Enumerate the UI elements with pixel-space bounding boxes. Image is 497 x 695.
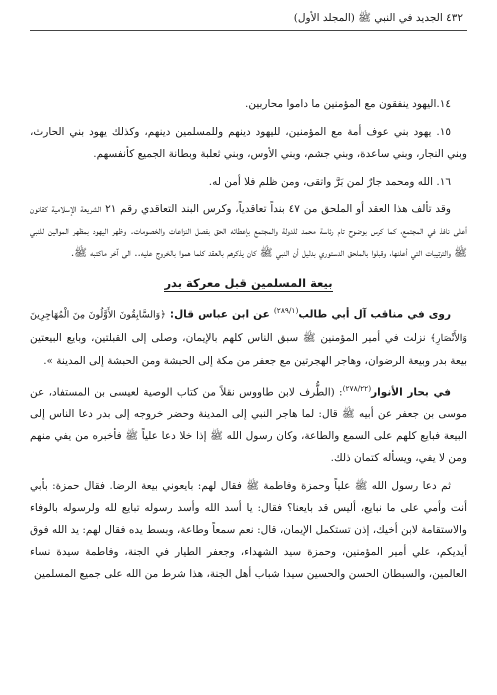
paragraph-narration-2 <box>30 378 467 470</box>
narration-2-ref: (٢٧٨/٢٢) <box>342 383 372 393</box>
narration-2-text: : (الطُّرف لابن طاووس نقلاً من كتاب الوصية لعيسى بن المستفاد، عن موسى بن جعفر عن أبيه ﷺ قال: لما هاجر النبي إلى المدينة وحضر خروجه إلى بدر دعا الناس إلى البيعة فبايع كلهم على السمع والطاعة، وكان رسول الله ﷺ إذا خلا دعا علياً ﷺ فأخبره من يفي منهم ومن لا يفي، ويسأله كتمان ذلك. <box>30 386 467 464</box>
narration-1-ref: (٢٨٩/١) <box>273 306 299 315</box>
paragraph-narration-3: ثم دعا رسول الله ﷺ علياً وحمزة وفاطمة ﷺ فقال لهم: بايعوني بيعة الرضا. فقال حمزة: بأبي أنت وأمي على ما نبايع، أليس قد بايعنا؟ فقال: يا أسد الله وأسد رسوله تبايع لله ولرسوله بالوفاء والاستقامة لابن أخيك، إذن تستكمل الإيمان، قال: نعم سمعاً وطاعة، وبسط يده فقال لهم: يد الله فوق أيديكم، علي أمير المؤمنين، وحمزة سيد الشهداء، وجعفر الطيار في الجنة، وفاطمة سيدة نساء العالمين، والسبطان الحسن والحسين سيدا شباب أهل الجنة، هذا شرط من الله على جميع المسلمين <box>30 480 467 580</box>
page-body <box>30 93 467 585</box>
narration-1-text: نزلت في أمير المؤمنين ﷺ سبق الناس كلهم بالإيمان، وصلى إلى القبلتين، وبايع البيعتين بيعة بدر وبيعة الرضوان، وهاجر الهجرتين مع جعفر من مكة إلى الحبشة ومن الحبشة إلى المدينة ». <box>30 331 467 367</box>
paragraph-narration-1 <box>30 300 467 372</box>
paragraph-item-16: ١٦. الله ومحمد جارٌ لمن بَرَّ واتقى، ومن ظلم فلا أمن له. <box>208 176 451 188</box>
section-heading <box>30 272 467 294</box>
narration-1-quran: ﴿وَالسَّابِقُونَ الأَوَّلُونَ مِنَ الْمُهَاجِرِينَ وَالأَنْصَارِ﴾ <box>30 309 467 344</box>
paragraph-summary: وقد تألف هذا العقد أو الملحق من ٤٧ بنداً تعاقدياً، وكرس البند التعاقدي رقم ٢١ الشريعة الإسلامية كقانون أعلى نافذ في المجتمع، كما كرس بوضوح تام رئاسة محمد للدولة والمجتمع بإعطائه الحق بفصل النزاعات والخصومات. وظهر اليهود بمظهر الموالين للنبي ﷺ والترتيبات التي أعلنها، وقبلوا بالملحق الدستوري بدليل أن النبي ﷺ كان يذكرهم بالعقد كلما هموا بالخروج عليه.. الى آخر ماكتبه ﷺ. <box>30 203 467 259</box>
paragraph-item-14: ١٤.اليهود ينفقون مع المؤمنين ما داموا محاربين. <box>245 98 451 110</box>
narration-1-lead: روى في مناقب آل أبي طالب <box>298 308 451 321</box>
header-rule <box>30 30 467 31</box>
section-heading-text: بيعة المسلمين قبل معركة بدر <box>164 276 333 290</box>
running-header: ٤٣٢ الجديد في النبي ﷺ (المجلد الأول) <box>293 12 463 24</box>
narration-2-lead: في بحار الأنوار <box>371 386 451 398</box>
narration-1-lead-2: عن ابن عباس قال: <box>165 308 274 321</box>
paragraph-item-15: ١٥. يهود بني عوف أمة مع المؤمنين، لليهود دينهم وللمسلمين دينهم، وكذلك يهود بني الحارث، وبني النجار، وبني ساعدة، وبني جشم، وبني الأوس، وبني ثعلبة وبطانة الجميع كأنفسهم. <box>30 126 467 160</box>
